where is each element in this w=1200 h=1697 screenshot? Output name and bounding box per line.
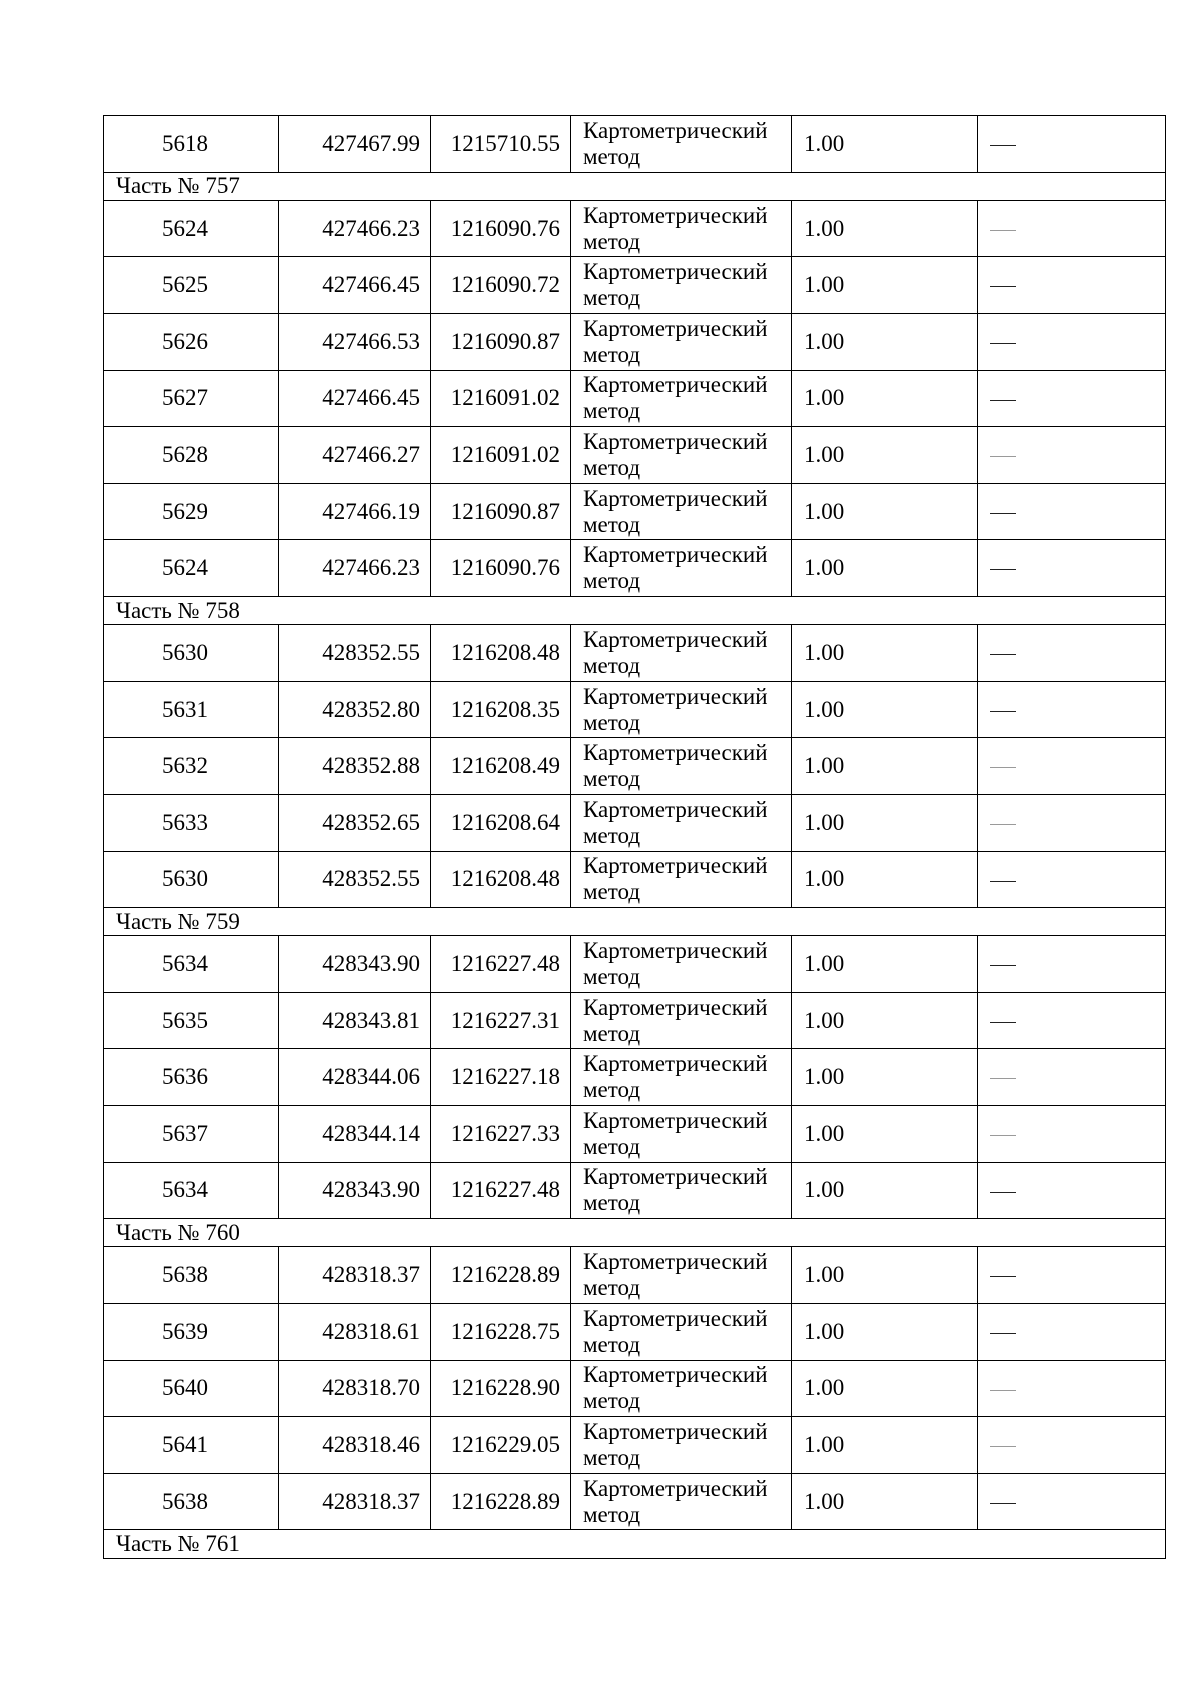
method-cell: Картометрический метод xyxy=(571,200,792,257)
dash-mark xyxy=(990,1078,1016,1079)
coordinates-table xyxy=(103,115,1166,1559)
accuracy-cell: 1.00 xyxy=(792,681,978,738)
dash-mark xyxy=(990,1503,1016,1504)
part-label: Часть № 760 xyxy=(104,1219,1166,1247)
x-coordinate-cell: 428318.61 xyxy=(279,1304,431,1361)
method-cell: Картометрический метод xyxy=(571,794,792,851)
table-row xyxy=(104,1360,1166,1417)
accuracy-cell: 1.00 xyxy=(792,1049,978,1106)
description-cell xyxy=(978,540,1166,597)
table-row xyxy=(104,257,1166,314)
description-cell xyxy=(978,1049,1166,1106)
x-coordinate-cell: 427466.53 xyxy=(279,313,431,370)
method-cell: Картометрический метод xyxy=(571,370,792,427)
dash-mark xyxy=(990,711,1016,712)
dash-mark xyxy=(990,824,1016,825)
dash-mark xyxy=(990,569,1016,570)
description-cell xyxy=(978,116,1166,173)
method-cell: Картометрический метод xyxy=(571,1049,792,1106)
x-coordinate-cell: 427466.45 xyxy=(279,370,431,427)
part-label: Часть № 757 xyxy=(104,172,1166,200)
dash-mark xyxy=(990,767,1016,768)
method-cell: Картометрический метод xyxy=(571,992,792,1049)
method-cell: Картометрический метод xyxy=(571,1247,792,1304)
dash-mark xyxy=(990,286,1016,287)
x-coordinate-cell: 428352.55 xyxy=(279,851,431,908)
point-number-cell: 5618 xyxy=(104,116,279,173)
x-coordinate-cell: 428352.80 xyxy=(279,681,431,738)
method-cell: Картометрический метод xyxy=(571,1360,792,1417)
point-number-cell: 5637 xyxy=(104,1106,279,1163)
part-label: Часть № 761 xyxy=(104,1530,1166,1558)
point-number-cell: 5630 xyxy=(104,625,279,682)
description-cell xyxy=(978,257,1166,314)
y-coordinate-cell: 1216228.75 xyxy=(431,1304,571,1361)
table-row xyxy=(104,116,1166,173)
method-cell: Картометрический метод xyxy=(571,1473,792,1530)
y-coordinate-cell: 1216208.49 xyxy=(431,738,571,795)
part-header-row xyxy=(104,1530,1166,1558)
y-coordinate-cell: 1216208.35 xyxy=(431,681,571,738)
x-coordinate-cell: 428344.06 xyxy=(279,1049,431,1106)
method-cell: Картометрический метод xyxy=(571,427,792,484)
table-row xyxy=(104,625,1166,682)
method-cell: Картометрический метод xyxy=(571,936,792,993)
accuracy-cell: 1.00 xyxy=(792,851,978,908)
method-cell: Картометрический метод xyxy=(571,483,792,540)
point-number-cell: 5630 xyxy=(104,851,279,908)
description-cell xyxy=(978,1473,1166,1530)
accuracy-cell: 1.00 xyxy=(792,257,978,314)
point-number-cell: 5625 xyxy=(104,257,279,314)
table-row xyxy=(104,1049,1166,1106)
point-number-cell: 5633 xyxy=(104,794,279,851)
part-header-row xyxy=(104,172,1166,200)
table-row xyxy=(104,1304,1166,1361)
dash-mark xyxy=(990,1022,1016,1023)
method-cell: Картометрический метод xyxy=(571,1304,792,1361)
point-number-cell: 5641 xyxy=(104,1417,279,1474)
description-cell xyxy=(978,992,1166,1049)
y-coordinate-cell: 1216091.02 xyxy=(431,427,571,484)
accuracy-cell: 1.00 xyxy=(792,370,978,427)
table-row xyxy=(104,427,1166,484)
x-coordinate-cell: 428343.90 xyxy=(279,936,431,993)
method-cell: Картометрический метод xyxy=(571,625,792,682)
y-coordinate-cell: 1216228.90 xyxy=(431,1360,571,1417)
x-coordinate-cell: 428343.81 xyxy=(279,992,431,1049)
x-coordinate-cell: 427467.99 xyxy=(279,116,431,173)
accuracy-cell: 1.00 xyxy=(792,936,978,993)
point-number-cell: 5626 xyxy=(104,313,279,370)
table-row xyxy=(104,681,1166,738)
dash-mark xyxy=(990,1333,1016,1334)
method-cell: Картометрический метод xyxy=(571,540,792,597)
table-row xyxy=(104,200,1166,257)
y-coordinate-cell: 1215710.55 xyxy=(431,116,571,173)
description-cell xyxy=(978,200,1166,257)
part-header-row xyxy=(104,1219,1166,1247)
description-cell xyxy=(978,1360,1166,1417)
y-coordinate-cell: 1216227.48 xyxy=(431,1162,571,1219)
x-coordinate-cell: 428318.37 xyxy=(279,1247,431,1304)
point-number-cell: 5624 xyxy=(104,200,279,257)
y-coordinate-cell: 1216208.64 xyxy=(431,794,571,851)
accuracy-cell: 1.00 xyxy=(792,794,978,851)
y-coordinate-cell: 1216090.87 xyxy=(431,313,571,370)
point-number-cell: 5636 xyxy=(104,1049,279,1106)
accuracy-cell: 1.00 xyxy=(792,625,978,682)
x-coordinate-cell: 428352.88 xyxy=(279,738,431,795)
description-cell xyxy=(978,1247,1166,1304)
description-cell xyxy=(978,794,1166,851)
dash-mark xyxy=(990,654,1016,655)
dash-mark xyxy=(990,1446,1016,1447)
x-coordinate-cell: 427466.45 xyxy=(279,257,431,314)
accuracy-cell: 1.00 xyxy=(792,1473,978,1530)
x-coordinate-cell: 428318.70 xyxy=(279,1360,431,1417)
dash-mark xyxy=(990,456,1016,457)
x-coordinate-cell: 428318.37 xyxy=(279,1473,431,1530)
y-coordinate-cell: 1216090.72 xyxy=(431,257,571,314)
part-header-row xyxy=(104,596,1166,624)
accuracy-cell: 1.00 xyxy=(792,1417,978,1474)
dash-mark xyxy=(990,1192,1016,1193)
accuracy-cell: 1.00 xyxy=(792,313,978,370)
dash-mark xyxy=(990,230,1016,231)
method-cell: Картометрический метод xyxy=(571,313,792,370)
y-coordinate-cell: 1216208.48 xyxy=(431,851,571,908)
table-row xyxy=(104,936,1166,993)
dash-mark xyxy=(990,1276,1016,1277)
accuracy-cell: 1.00 xyxy=(792,200,978,257)
description-cell xyxy=(978,1106,1166,1163)
accuracy-cell: 1.00 xyxy=(792,1162,978,1219)
description-cell xyxy=(978,738,1166,795)
x-coordinate-cell: 427466.23 xyxy=(279,200,431,257)
x-coordinate-cell: 427466.19 xyxy=(279,483,431,540)
method-cell: Картометрический метод xyxy=(571,1162,792,1219)
x-coordinate-cell: 428352.55 xyxy=(279,625,431,682)
method-cell: Картометрический метод xyxy=(571,738,792,795)
accuracy-cell: 1.00 xyxy=(792,1360,978,1417)
point-number-cell: 5627 xyxy=(104,370,279,427)
x-coordinate-cell: 428343.90 xyxy=(279,1162,431,1219)
method-cell: Картометрический метод xyxy=(571,1106,792,1163)
x-coordinate-cell: 427466.23 xyxy=(279,540,431,597)
point-number-cell: 5631 xyxy=(104,681,279,738)
x-coordinate-cell: 428318.46 xyxy=(279,1417,431,1474)
description-cell xyxy=(978,370,1166,427)
table-row xyxy=(104,313,1166,370)
table-row xyxy=(104,1106,1166,1163)
accuracy-cell: 1.00 xyxy=(792,427,978,484)
table-row xyxy=(104,1473,1166,1530)
accuracy-cell: 1.00 xyxy=(792,738,978,795)
accuracy-cell: 1.00 xyxy=(792,1247,978,1304)
y-coordinate-cell: 1216228.89 xyxy=(431,1247,571,1304)
method-cell: Картометрический метод xyxy=(571,1417,792,1474)
description-cell xyxy=(978,625,1166,682)
description-cell xyxy=(978,851,1166,908)
point-number-cell: 5629 xyxy=(104,483,279,540)
table-row xyxy=(104,738,1166,795)
point-number-cell: 5634 xyxy=(104,1162,279,1219)
table-row xyxy=(104,483,1166,540)
dash-mark xyxy=(990,881,1016,882)
accuracy-cell: 1.00 xyxy=(792,1304,978,1361)
point-number-cell: 5640 xyxy=(104,1360,279,1417)
dash-mark xyxy=(990,1390,1016,1391)
point-number-cell: 5639 xyxy=(104,1304,279,1361)
x-coordinate-cell: 428352.65 xyxy=(279,794,431,851)
method-cell: Картометрический метод xyxy=(571,257,792,314)
description-cell xyxy=(978,313,1166,370)
coordinates-table-body xyxy=(104,116,1166,1559)
accuracy-cell: 1.00 xyxy=(792,483,978,540)
accuracy-cell: 1.00 xyxy=(792,116,978,173)
dash-mark xyxy=(990,1135,1016,1136)
part-label: Часть № 759 xyxy=(104,908,1166,936)
table-row xyxy=(104,1247,1166,1304)
method-cell: Картометрический метод xyxy=(571,681,792,738)
description-cell xyxy=(978,936,1166,993)
description-cell xyxy=(978,1417,1166,1474)
table-row xyxy=(104,370,1166,427)
dash-mark xyxy=(990,145,1016,146)
table-row xyxy=(104,540,1166,597)
y-coordinate-cell: 1216090.76 xyxy=(431,540,571,597)
table-row xyxy=(104,851,1166,908)
accuracy-cell: 1.00 xyxy=(792,992,978,1049)
part-label: Часть № 758 xyxy=(104,596,1166,624)
y-coordinate-cell: 1216091.02 xyxy=(431,370,571,427)
table-row xyxy=(104,1417,1166,1474)
description-cell xyxy=(978,1162,1166,1219)
x-coordinate-cell: 428344.14 xyxy=(279,1106,431,1163)
accuracy-cell: 1.00 xyxy=(792,540,978,597)
part-header-row xyxy=(104,908,1166,936)
point-number-cell: 5634 xyxy=(104,936,279,993)
dash-mark xyxy=(990,400,1016,401)
method-cell: Картометрический метод xyxy=(571,116,792,173)
y-coordinate-cell: 1216229.05 xyxy=(431,1417,571,1474)
y-coordinate-cell: 1216227.18 xyxy=(431,1049,571,1106)
dash-mark xyxy=(990,965,1016,966)
dash-mark xyxy=(990,513,1016,514)
y-coordinate-cell: 1216090.76 xyxy=(431,200,571,257)
point-number-cell: 5635 xyxy=(104,992,279,1049)
point-number-cell: 5628 xyxy=(104,427,279,484)
description-cell xyxy=(978,681,1166,738)
y-coordinate-cell: 1216228.89 xyxy=(431,1473,571,1530)
x-coordinate-cell: 427466.27 xyxy=(279,427,431,484)
table-row xyxy=(104,1162,1166,1219)
accuracy-cell: 1.00 xyxy=(792,1106,978,1163)
description-cell xyxy=(978,1304,1166,1361)
method-cell: Картометрический метод xyxy=(571,851,792,908)
y-coordinate-cell: 1216227.31 xyxy=(431,992,571,1049)
table-row xyxy=(104,794,1166,851)
y-coordinate-cell: 1216208.48 xyxy=(431,625,571,682)
point-number-cell: 5638 xyxy=(104,1473,279,1530)
point-number-cell: 5624 xyxy=(104,540,279,597)
y-coordinate-cell: 1216227.33 xyxy=(431,1106,571,1163)
y-coordinate-cell: 1216090.87 xyxy=(431,483,571,540)
description-cell xyxy=(978,483,1166,540)
y-coordinate-cell: 1216227.48 xyxy=(431,936,571,993)
description-cell xyxy=(978,427,1166,484)
dash-mark xyxy=(990,343,1016,344)
point-number-cell: 5632 xyxy=(104,738,279,795)
table-row xyxy=(104,992,1166,1049)
point-number-cell: 5638 xyxy=(104,1247,279,1304)
